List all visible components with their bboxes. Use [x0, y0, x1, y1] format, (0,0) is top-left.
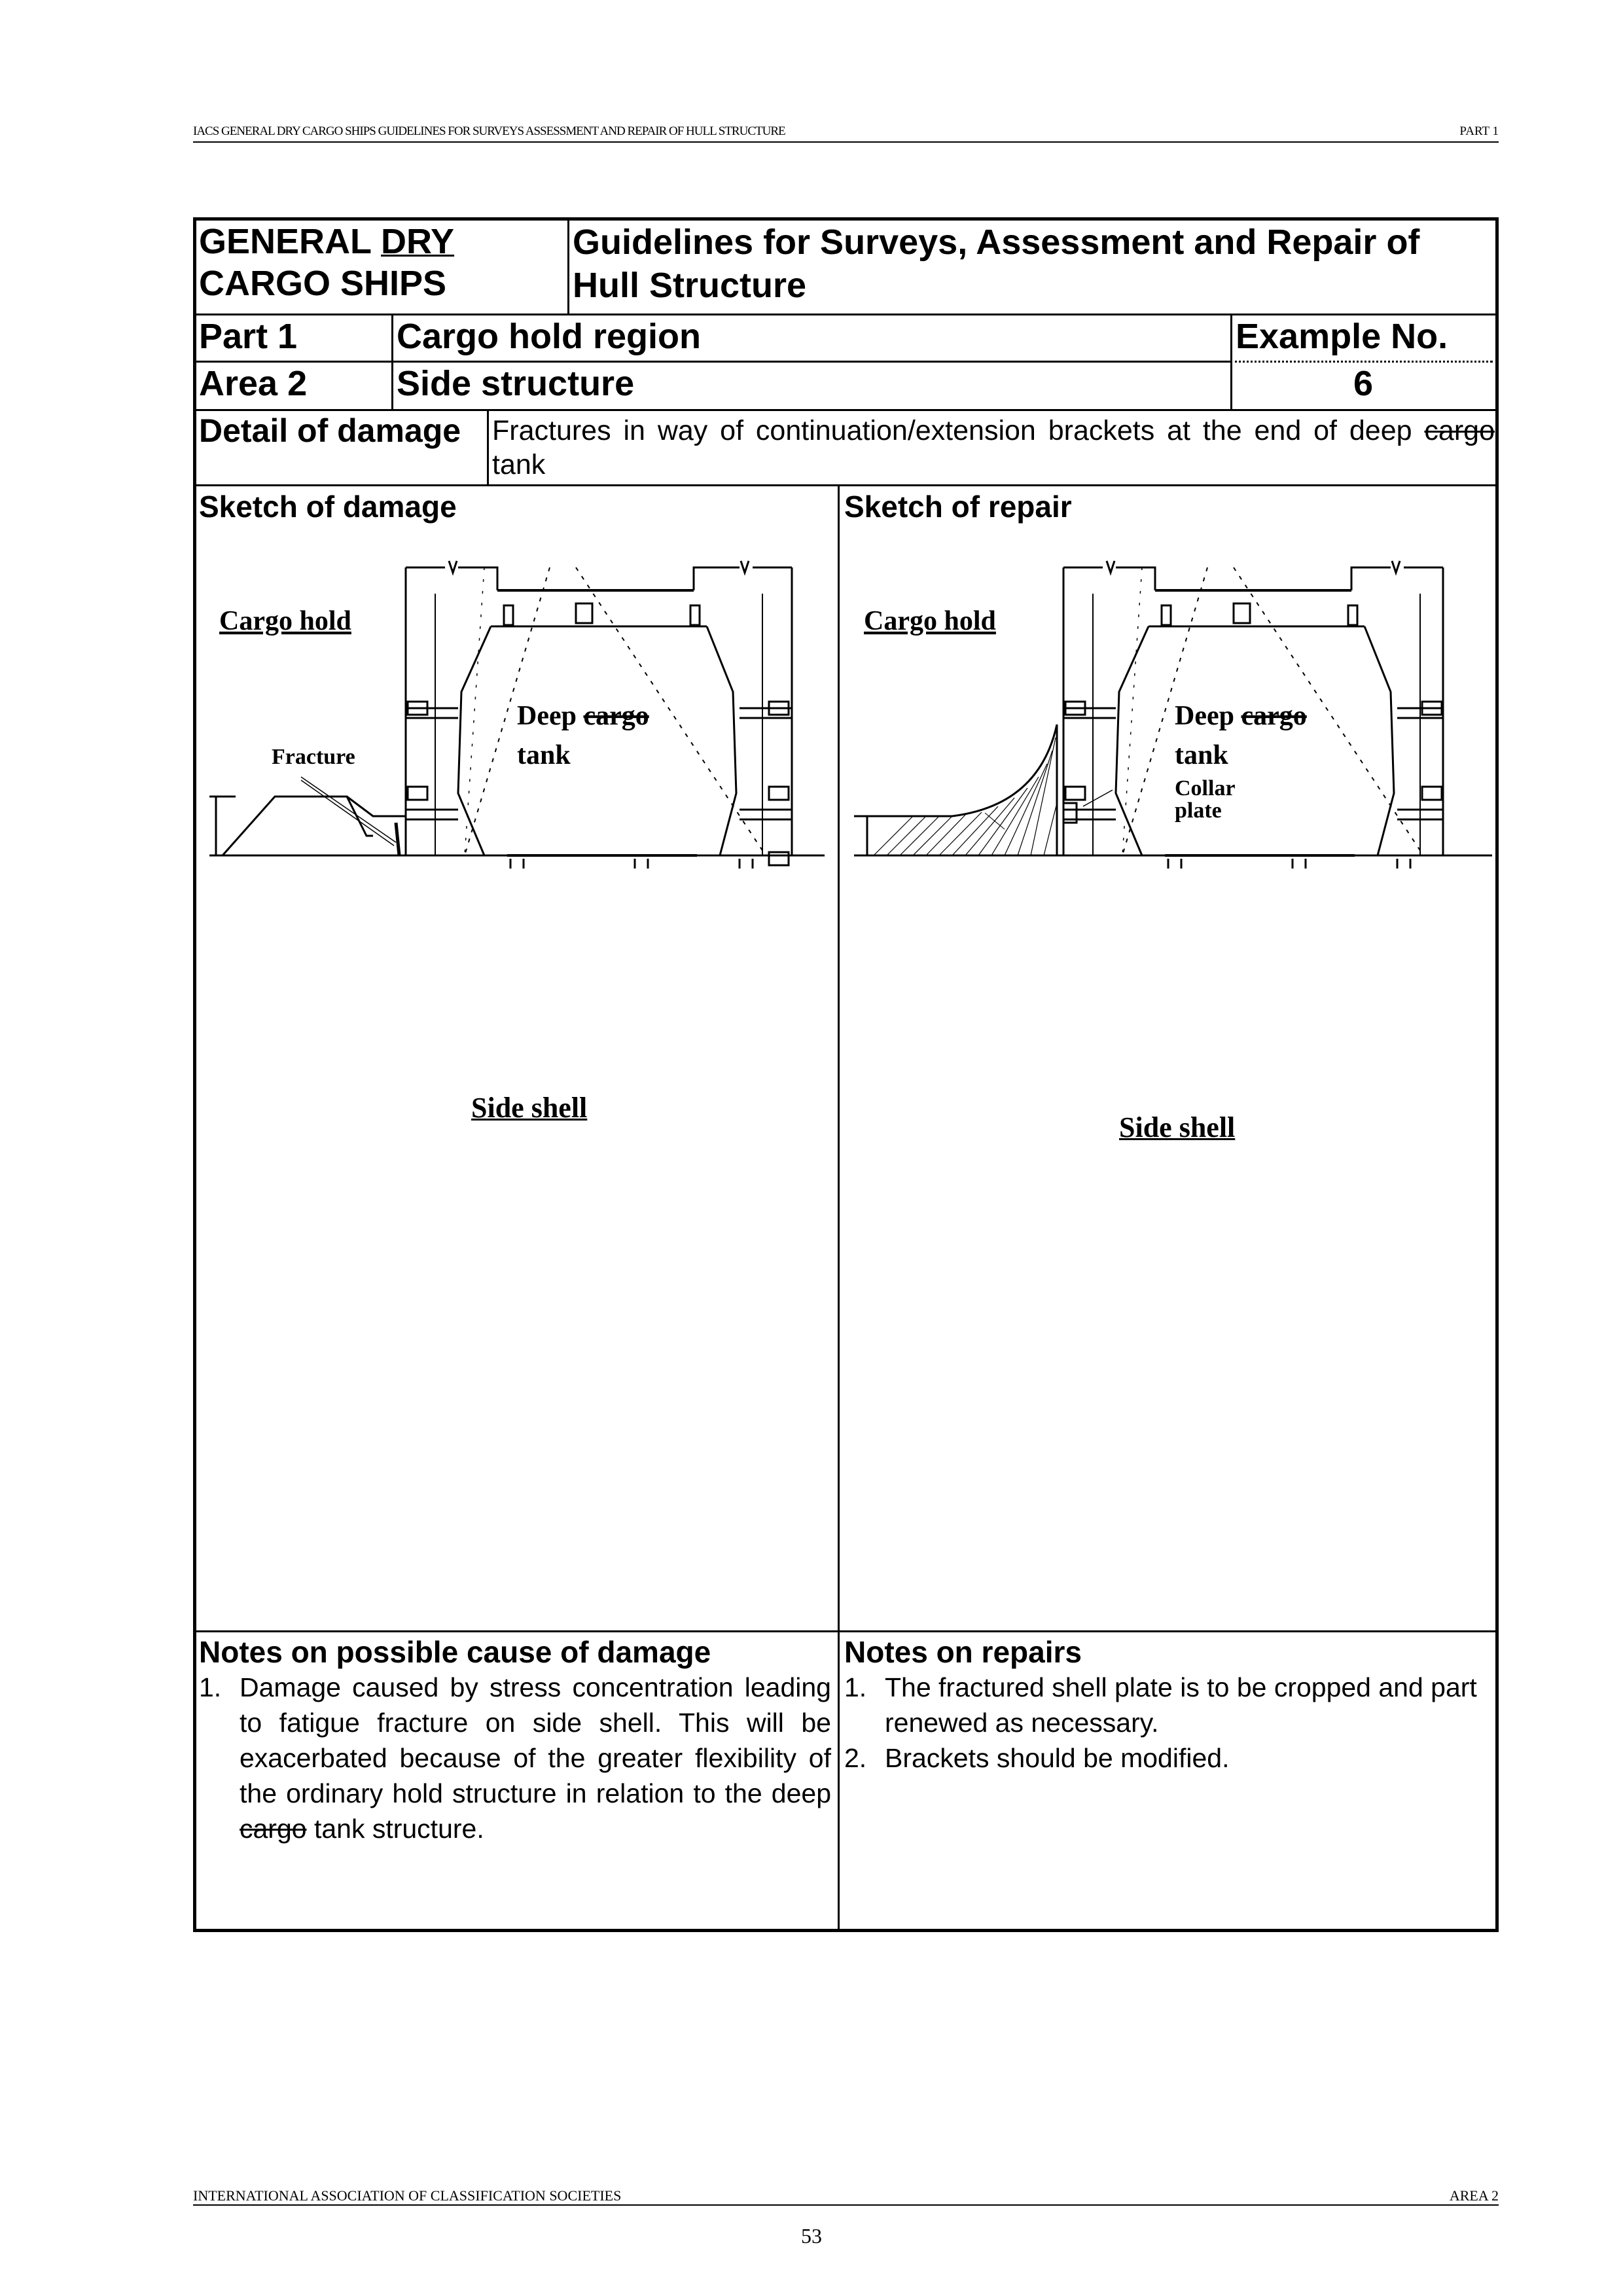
- running-header: [193, 124, 1499, 143]
- detail-text-struck: cargo: [1424, 415, 1495, 446]
- damage-cargo-hold-label: Cargo hold: [219, 606, 351, 636]
- list-item: [844, 1670, 1492, 1740]
- damage-deep-word: Deep: [517, 701, 584, 731]
- repair-deep-label: [1175, 701, 1307, 731]
- list-item-number: 1.: [844, 1672, 867, 1702]
- detail-text-b: tank: [492, 449, 546, 480]
- repair-tank-label: tank: [1175, 740, 1228, 770]
- ship-type-dry: DRY: [381, 222, 455, 261]
- part-label: Part 1: [199, 317, 298, 356]
- example-label: Example No.: [1236, 317, 1448, 356]
- list-item-text: Brackets should be modified.: [885, 1743, 1230, 1773]
- running-footer: [193, 2187, 1499, 2206]
- ship-type-title: [199, 221, 565, 312]
- divider: [391, 315, 393, 410]
- repair-plate-label: plate: [1175, 798, 1222, 823]
- list-item-text-b: tank structure.: [306, 1814, 484, 1844]
- sketch-repair-heading: Sketch of repair: [844, 490, 1072, 524]
- list-item: [199, 1670, 831, 1846]
- divider: [567, 221, 569, 314]
- notes-repairs-list: [844, 1670, 1492, 1776]
- damage-side-shell-label: Side shell: [471, 1092, 588, 1124]
- list-item-number: 2.: [844, 1743, 867, 1773]
- area-value: Side structure: [397, 364, 635, 403]
- damage-tank-label: tank: [517, 740, 571, 770]
- damage-example-form: [193, 217, 1499, 1932]
- example-number: 6: [1353, 364, 1374, 403]
- column-divider: [838, 484, 840, 1932]
- notes-repairs-heading: Notes on repairs: [844, 1635, 1082, 1669]
- notes-repairs-section: [844, 1634, 1492, 1929]
- repair-cargo-hold-label: Cargo hold: [864, 606, 996, 636]
- damage-fracture-label: Fracture: [272, 745, 355, 769]
- repair-collar-label: Collar: [1175, 776, 1236, 800]
- list-item-text: The fractured shell plate is to be cropped and part renewed as necessary.: [885, 1672, 1477, 1738]
- detail-text: [492, 414, 1495, 483]
- footer-org: INTERNATIONAL ASSOCIATION OF CLASSIFICATION SOCIETIES: [193, 2187, 622, 2204]
- divider: [196, 484, 1495, 486]
- notes-cause-section: [199, 1634, 831, 1929]
- damage-deep-label: [517, 701, 649, 731]
- repair-deep-struck: cargo: [1241, 701, 1307, 731]
- detail-label: Detail of damage: [199, 412, 461, 449]
- list-item-number: 1.: [199, 1672, 222, 1702]
- running-part-label: PART 1: [1459, 124, 1499, 138]
- area-label: Area 2: [199, 364, 308, 403]
- footer-area: AREA 2: [1449, 2187, 1499, 2204]
- detail-text-a: Fractures in way of continuation/extension brackets at the end of deep: [492, 415, 1425, 446]
- divider: [196, 1630, 1495, 1632]
- guideline-title: Guidelines for Surveys, Assessment and Repair of Hull Structure: [573, 223, 1420, 305]
- damage-sketch-drawing: [209, 554, 825, 869]
- page-number: 53: [801, 2224, 822, 2248]
- repair-sketch-drawing: [854, 554, 1492, 869]
- list-item: [844, 1740, 1492, 1776]
- ship-type-line1: GENERAL: [199, 222, 382, 261]
- damage-deep-struck: cargo: [583, 701, 649, 731]
- repair-side-shell-label: Side shell: [1119, 1111, 1236, 1143]
- part-value: Cargo hold region: [397, 317, 701, 356]
- ship-type-line2: CARGO SHIPS: [199, 264, 447, 303]
- divider: [487, 411, 489, 484]
- sketch-damage-heading: Sketch of damage: [199, 490, 457, 524]
- running-title: IACS GENERAL DRY CARGO SHIPS GUIDELINES FOR SURVEYS ASSESSMENT AND REPAIR OF HULL STRUCTURE: [193, 124, 785, 138]
- list-item-struck: cargo: [240, 1814, 307, 1844]
- list-item-text-a: Damage caused by stress concentration leading to fatigue fracture on side shell. This will be exacerbated because of the greater flexibility of the ordinary hold structure in relation to the deep: [240, 1672, 831, 1808]
- divider: [1230, 315, 1232, 410]
- notes-cause-heading: Notes on possible cause of damage: [199, 1635, 711, 1669]
- repair-deep-word: Deep: [1175, 701, 1241, 731]
- notes-cause-list: [199, 1670, 831, 1846]
